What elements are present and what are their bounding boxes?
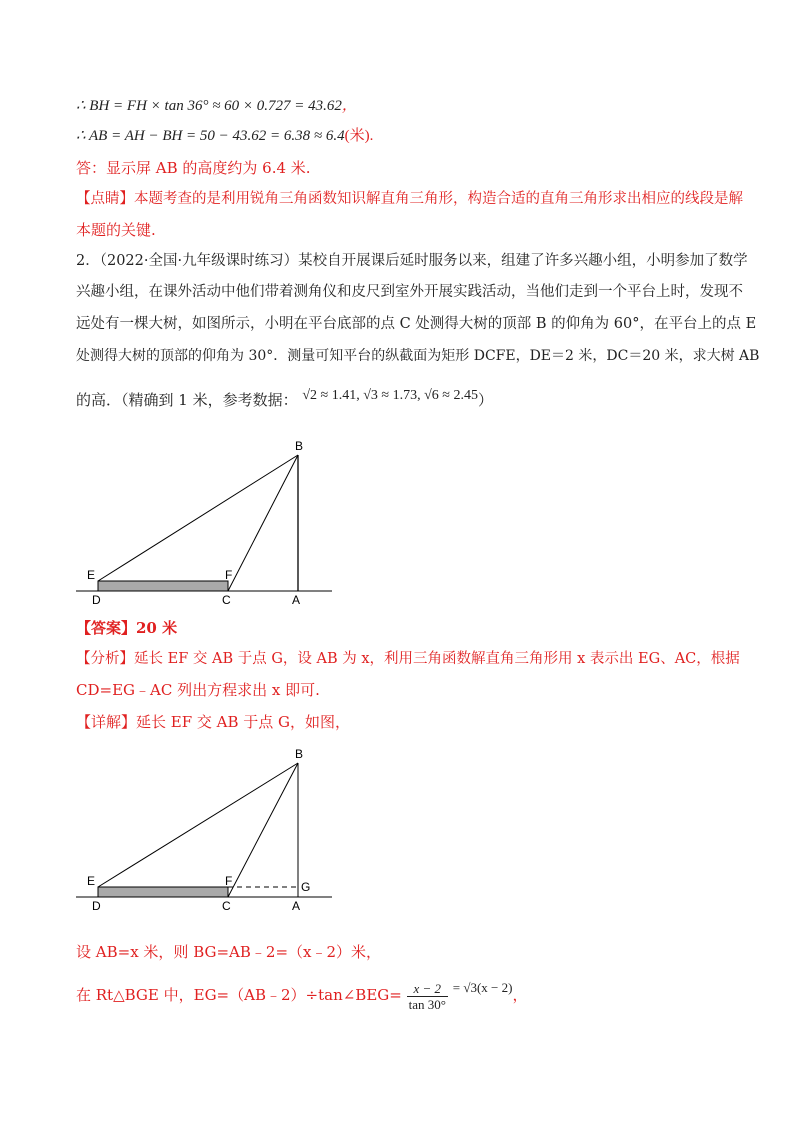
segment-cb bbox=[228, 455, 298, 591]
analysis-line-2: CD=EG﹣AC 列出方程求出 x 即可. bbox=[76, 681, 320, 699]
label-g: G bbox=[301, 880, 311, 894]
reference-data: √2 ≈ 1.41, √3 ≈ 1.73, √6 ≈ 2.45 bbox=[302, 388, 478, 403]
unit-text: (米). bbox=[344, 128, 374, 144]
equation-ab bbox=[76, 126, 373, 146]
answer-statement: 答：显示屏 AB 的高度约为 6.4 米. bbox=[76, 159, 311, 177]
fraction bbox=[407, 981, 448, 1012]
label-d: D bbox=[92, 593, 101, 607]
figure-2 bbox=[70, 748, 350, 920]
equation-ab-text: ∴ AB = AH − BH = 50 − 43.62 = 6.38 ≈ 6.4 bbox=[76, 128, 345, 144]
problem-line-4: 处测得大树的顶部的仰角为 30°．测量可知平台的纵截面为矩形 DCFE，DE＝2 米，DC＝20 米，求大树 AB bbox=[76, 348, 760, 364]
label-e: E bbox=[87, 874, 96, 888]
label-b: B bbox=[295, 748, 304, 761]
fraction-denominator: tan 30° bbox=[408, 996, 446, 1012]
fraction-numerator: x − 2 bbox=[407, 981, 448, 997]
detail-line: 【详解】延长 EF 交 AB 于点 G，如图， bbox=[76, 713, 351, 731]
segment-cb bbox=[228, 763, 298, 897]
platform-rect bbox=[98, 887, 228, 897]
label-b: B bbox=[295, 439, 304, 453]
rt-equation bbox=[76, 978, 527, 1013]
figure-1 bbox=[70, 438, 350, 610]
rt-equation-text: 在 Rt△BGE 中，EG=（AB﹣2）÷tan∠BEG= bbox=[76, 986, 402, 1004]
label-c: C bbox=[222, 593, 231, 607]
problem-line-5 bbox=[76, 390, 493, 412]
problem-line-3: 远处有一棵大树，如图所示，小明在平台底部的点 C 处测得大树的顶部 B 的仰角为 60°，在平台上的点 E bbox=[76, 316, 757, 332]
label-d: D bbox=[92, 899, 101, 913]
label-e: E bbox=[87, 568, 96, 582]
segment-eb bbox=[98, 455, 298, 581]
label-c: C bbox=[222, 899, 231, 913]
label-a: A bbox=[292, 899, 301, 913]
problem-line-2: 兴趣小组，在课外活动中他们带着测角仪和皮尺到室外开展实践活动，当他们走到一个平台上时，发现不 bbox=[76, 284, 743, 300]
remark-line-1: 【点睛】本题考查的是利用锐角三角函数知识解直角三角形，构造合适的直角三角形求出相应的线段是解 bbox=[76, 191, 743, 207]
analysis-line-1: 【分析】延长 EF 交 AB 于点 G，设 AB 为 x，利用三角函数解直角三角形用 x 表示出 EG、AC，根据 bbox=[76, 651, 740, 667]
equation-bh bbox=[76, 96, 357, 116]
equation-bh-text: ∴ BH = FH × tan 36° ≈ 60 × 0.727 = 43.62 bbox=[76, 98, 342, 114]
label-f: F bbox=[225, 874, 233, 888]
segment-eb bbox=[98, 763, 298, 887]
comma: ， bbox=[341, 98, 357, 114]
label-a: A bbox=[292, 593, 301, 607]
setup-line: 设 AB=x 米，则 BG=AB﹣2=（x﹣2）米， bbox=[76, 943, 382, 961]
platform-rect bbox=[98, 581, 228, 591]
reference-close: ） bbox=[477, 391, 493, 409]
reference-intro: 的高．（精确到 1 米，参考数据： bbox=[76, 391, 298, 409]
rt-equation-result: = √3(x − 2) bbox=[452, 980, 513, 995]
answer-label: 【答案】20 米 bbox=[76, 619, 178, 637]
rt-equation-end: ， bbox=[512, 986, 528, 1004]
label-f: F bbox=[225, 568, 233, 582]
remark-line-2: 本题的关键. bbox=[76, 221, 156, 239]
problem-line-1: 2．（2022·全国·九年级课时练习）某校自开展课后延时服务以来，组建了许多兴趣小组，小明参加了数学 bbox=[76, 253, 748, 269]
